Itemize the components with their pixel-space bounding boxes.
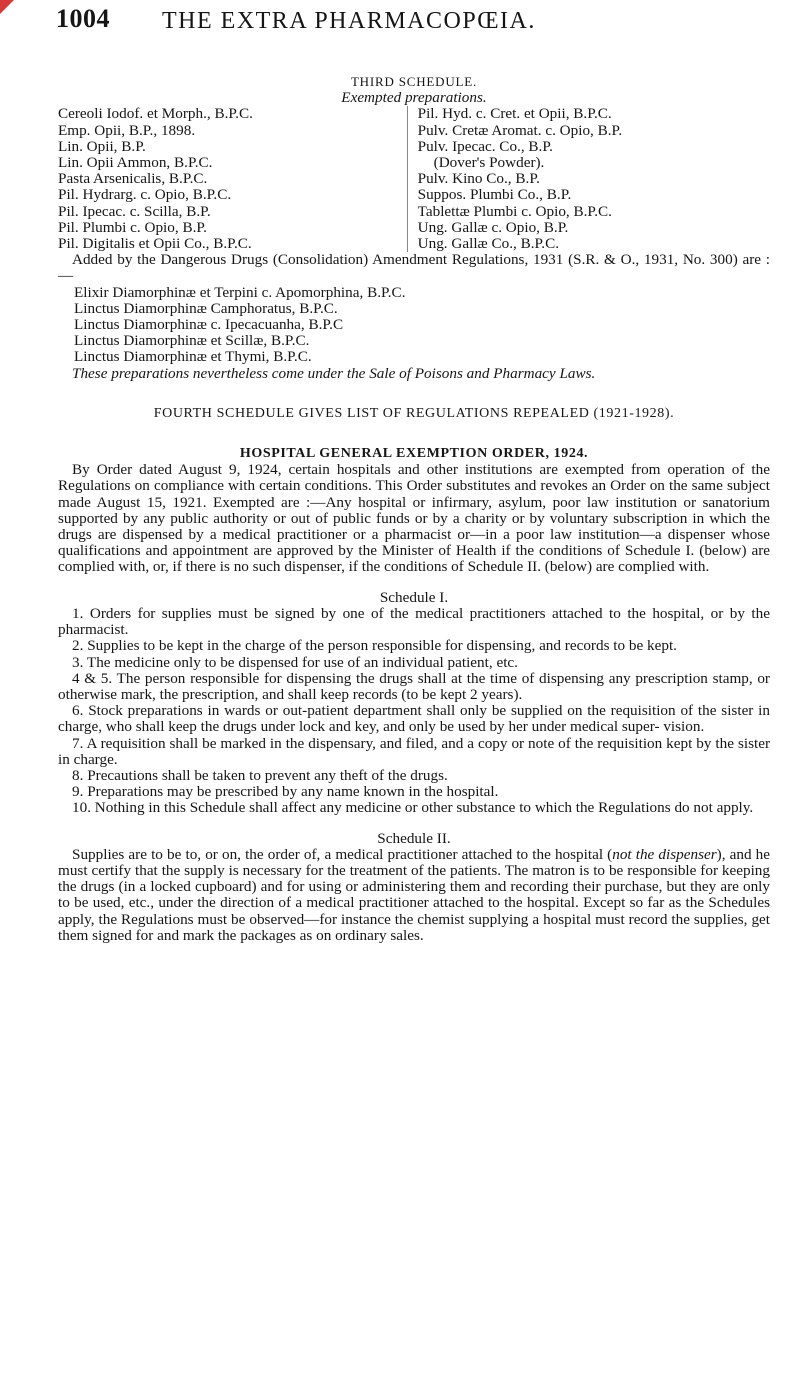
page-content	[58, 74, 770, 944]
added-regulations-intro: Added by the Dangerous Drugs (Consolidation) Amendment Regulations, 1931 (S.R. & O., 1931, No. 300) are :—	[58, 251, 770, 285]
third-schedule-title: THIRD SCHEDULE.	[350, 74, 478, 89]
list-item: Lin. Opii, B.P.	[58, 137, 146, 155]
fourth-schedule-heading: FOURTH SCHEDULE GIVES LIST OF REGULATIONS REPEALED (1921-1928).	[153, 405, 675, 421]
list-item: Pil. Hydrarg. c. Opio, B.P.C.	[58, 186, 232, 204]
list-item: Pil. Ipecac. c. Scilla, B.P.	[58, 202, 211, 220]
list-item: Suppos. Plumbi Co., B.P.	[417, 186, 572, 204]
list-item: Linctus Diamorphinæ et Scillæ, B.P.C.	[74, 332, 310, 350]
exempted-list-left	[58, 106, 393, 252]
added-items-list	[58, 285, 770, 366]
hospital-order-body: By Order dated August 9, 1924, certain hospitals and other institutions are exempted from operation of the Regulations on compliance with certain conditions. This Order substitutes and revokes an Order on the same subject made August 15, 1921. Exempted are :—Any hospital or infirmary, asylum, poor law institution or sanatorium supported by any public authority or out of public funds or by a charity or by voluntary subscription in which the drugs are dispensed by a medical practitioner or a pharmacist or—in a poor law institution—a dispenser whose qualifications and appointment are approved by the Minister of Health if the conditions of Schedule I. (below) are complied with, or, if there is no such dispenser, if the conditions of Schedule II. (below) are complied with.	[58, 461, 770, 576]
list-item: Lin. Opii Ammon, B.P.C.	[58, 154, 213, 172]
list-item: Ung. Gallæ Co., B.P.C.	[417, 235, 559, 253]
list-item: Linctus Diamorphinæ Camphoratus, B.P.C.	[74, 299, 338, 317]
list-item: (Dover's Powder).	[433, 154, 545, 172]
third-schedule-subtitle: Exempted preparations.	[341, 89, 487, 107]
list-item: Linctus Diamorphinæ c. Ipecacuanha, B.P.C	[74, 316, 344, 334]
schedule-one-items	[58, 606, 770, 817]
schedule-two-text-a: Supplies are to be to, or on, the order of, a medical practitioner attached to the hospital (	[72, 845, 613, 863]
list-item: Pulv. Ipecac. Co., B.P.	[417, 137, 553, 155]
hospital-order-title: HOSPITAL GENERAL EXEMPTION ORDER, 1924.	[239, 446, 589, 462]
schedule-two-emphasis: not the dispenser	[612, 845, 717, 863]
exempted-preparations-columns	[58, 106, 770, 252]
list-item: Linctus Diamorphinæ et Thymi, B.P.C.	[74, 348, 312, 366]
list-item: Pil. Hyd. c. Cret. et Opii, B.P.C.	[417, 105, 612, 123]
schedule-item: 9. Preparations may be prescribed by any name known in the hospital.	[72, 783, 499, 801]
page-number: 1004	[56, 4, 110, 33]
running-title: THE EXTRA PHARMACOPŒIA.	[162, 8, 536, 34]
schedule-item: 1. Orders for supplies must be signed by one of the medical practitioners attached to the hospital, or by the pharmacist.	[58, 604, 770, 639]
schedule-one-title: Schedule I.	[379, 588, 449, 606]
list-item: Pasta Arsenicalis, B.P.C.	[58, 170, 208, 188]
list-item: Elixir Diamorphinæ et Terpini c. Apomorphina, B.P.C.	[74, 283, 406, 301]
schedule-item: 2. Supplies to be kept in the charge of the person responsible for dispensing, and records to be kept.	[72, 637, 677, 655]
list-item: Cereoli Iodof. et Morph., B.P.C.	[58, 105, 253, 123]
schedule-item: 6. Stock preparations in wards or out-patient department shall only be supplied on the requisition of the sister in charge, who shall keep the drugs under lock and key, and only be used by her under medical super- vision.	[58, 702, 770, 736]
schedule-two-body	[58, 847, 770, 944]
list-item: Pil. Digitalis et Opii Co., B.P.C.	[58, 235, 252, 253]
schedule-item: 4 & 5. The person responsible for dispensing the drugs shall at the time of dispensing any prescription stamp, or otherwise mark, the prescription, and shall keep records (to be kept 2 years).	[58, 669, 770, 703]
schedule-two-title: Schedule II.	[377, 829, 451, 847]
exempted-list-right	[407, 106, 770, 252]
schedule-item: 3. The medicine only to be dispensed for use of an individual patient, etc.	[72, 653, 518, 671]
list-item: Pil. Plumbi c. Opio, B.P.	[58, 218, 207, 236]
list-item: Tablettæ Plumbi c. Opio, B.P.C.	[417, 202, 612, 220]
list-item: Pulv. Kino Co., B.P.	[417, 170, 540, 188]
schedule-item: 8. Precautions shall be taken to prevent any theft of the drugs.	[72, 766, 448, 784]
list-item: Ung. Gallæ c. Opio, B.P.	[417, 218, 569, 236]
list-item: Pulv. Cretæ Aromat. c. Opio, B.P.	[417, 121, 623, 139]
schedule-item: 7. A requisition shall be marked in the dispensary, and filed, and a copy or note of the requisition kept by the sister in charge.	[58, 734, 770, 768]
list-item: Emp. Opii, B.P., 1898.	[58, 121, 196, 139]
schedule-two-text-b: ), and he must certify that the supply is necessary for the treatment of the patients. The matron is to be responsible for keeping the drugs (in a locked cupboard) and for using or administering them and recording their purchase, but they are only to be used, etc., under the direction of a medical practitioner attached to the hospital. Except so far as the Schedules apply, the Regulations must be observed—for instance the chemist supplying a hospital must record the supplies, get them signed for and mark the packages as on ordinary sales.	[58, 845, 770, 944]
sale-of-poisons-note: These preparations nevertheless come under the Sale of Poisons and Pharmacy Laws.	[72, 364, 596, 382]
running-head	[0, 2, 801, 42]
schedule-item: 10. Nothing in this Schedule shall affect any medicine or other substance to which the Regulations do not apply.	[72, 799, 754, 817]
